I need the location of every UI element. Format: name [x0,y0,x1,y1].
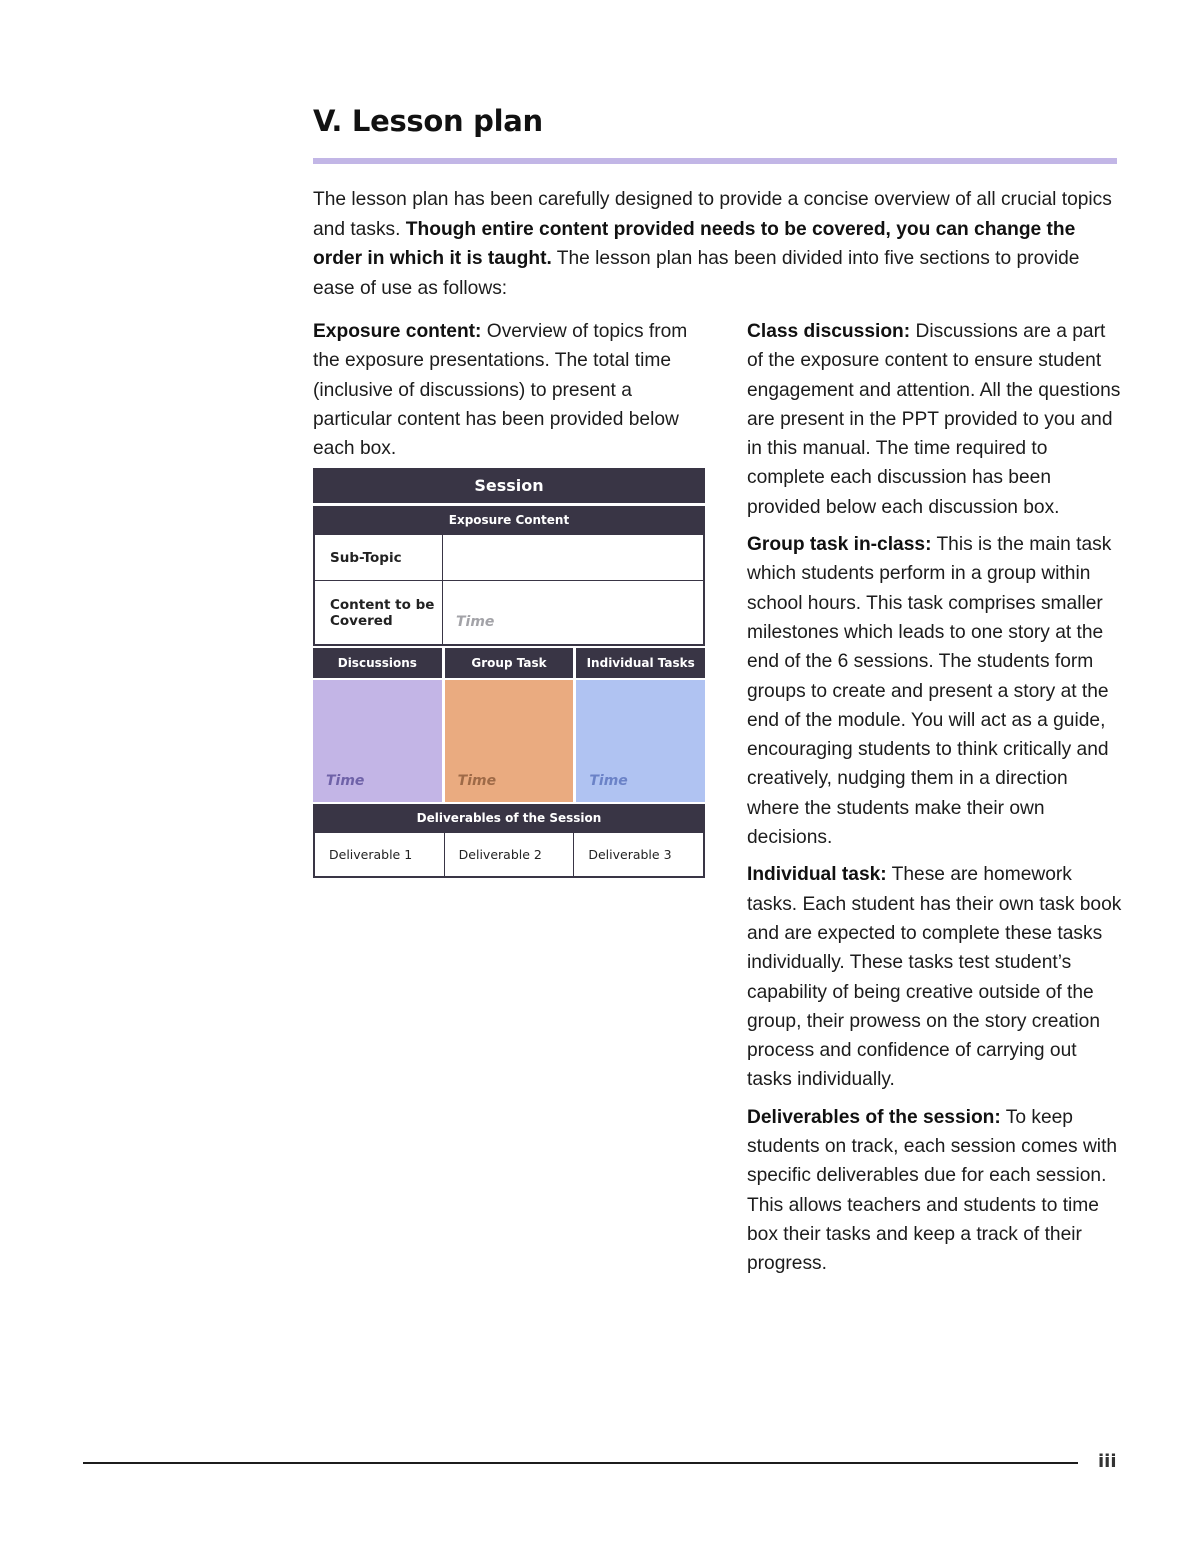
diagram-deliverables-row [313,833,705,878]
intro-paragraph [313,185,1123,303]
diagram-content-value [443,581,703,644]
group-task-paragraph [747,530,1123,852]
diagram-session-header: Session [313,468,705,503]
intro-text-2: The lesson plan has been divided into five sections to provide ease of use as follows: [313,248,1080,299]
diagram-deliverable-1: Deliverable 1 [329,847,413,862]
diagram-subtopic-label: Sub-Topic [315,535,443,580]
diagram-deliverable-3: Deliverable 3 [573,833,703,876]
diagram-subtopic-value [443,535,703,580]
diagram-individual-tasks-header: Individual Tasks [576,648,705,678]
individual-task-text: These are homework tasks. Each student has their own task book and are expected to complete these tasks individually. These tasks test student’s capability of being creative outside of the group, their prowess on the story creation process and confidence of carrying out tasks individually. [747,864,1122,1091]
exposure-content-paragraph [313,317,708,463]
title-underline [313,158,1117,164]
page-number: iii [1098,1451,1117,1472]
diagram-group-task-header: Group Task [445,648,574,678]
diagram-individual-tasks-time: Time [589,773,628,789]
diagram-task-headers [313,648,705,678]
right-column [747,317,1123,1287]
diagram-exposure-content-band: Exposure Content [313,506,705,535]
individual-task-term: Individual task: [747,864,887,886]
diagram-subtopic-row [315,535,703,580]
diagram-discussions-time: Time [326,773,365,789]
deliverables-term: Deliverables of the session: [747,1106,1001,1128]
diagram-content-time: Time [456,614,495,630]
session-diagram [313,468,705,878]
deliverables-paragraph [747,1103,1123,1279]
diagram-group-task-time: Time [457,773,497,789]
class-discussion-term: Class discussion: [747,321,911,342]
deliverables-text: To keep students on track, each session comes with specific deliverables due for each session. This allows teachers and students to time box their tasks and keep a track of their progress. [747,1106,1118,1275]
exposure-term: Exposure content: [313,321,482,342]
diagram-individual-tasks-box [576,680,705,802]
individual-task-paragraph [747,860,1123,1094]
diagram-deliverable-2: Deliverable 2 [444,833,574,876]
page-title: V. Lesson plan [313,104,543,138]
diagram-exposure-table [313,535,705,646]
diagram-discussions-header: Discussions [313,648,442,678]
diagram-discussions-box [313,680,442,802]
diagram-content-row [315,580,703,644]
diagram-deliverables-band: Deliverables of the Session [313,804,705,833]
class-discussion-text: Discussions are a part of the exposure content to ensure student engagement and attention. All the questions are present in the PPT provided to you and in this manual. The time required to complete each discussion has been provided below each discussion box. [747,321,1121,518]
diagram-content-label: Content to be Covered [315,581,443,644]
intro-bold-text: Though entire content provided needs to be covered, you can change the order in which it is taught. [313,218,1076,269]
group-task-term: Group task in-class: [747,534,932,556]
footer-rule [83,1462,1078,1464]
diagram-group-task-box [445,680,574,802]
class-discussion-paragraph [747,317,1123,522]
group-task-text: This is the main task which students perform in a group within school hours. This task comprises smaller milestones which leads to one story at the end of the 6 sessions. The students form groups to create and present a story at the end of the module. You will act as a guide, encouraging students to think critically and creatively, nudging them in a direction where the students make their own decisions. [747,534,1112,849]
diagram-task-boxes [313,680,705,802]
intro-text-1: The lesson plan has been carefully designed to provide a concise overview of all crucial topics and tasks. [313,189,1112,240]
exposure-text: Overview of topics from the exposure presentations. The total time (inclusive of discussions) to present a particular content has been provided below each box. [313,321,688,460]
